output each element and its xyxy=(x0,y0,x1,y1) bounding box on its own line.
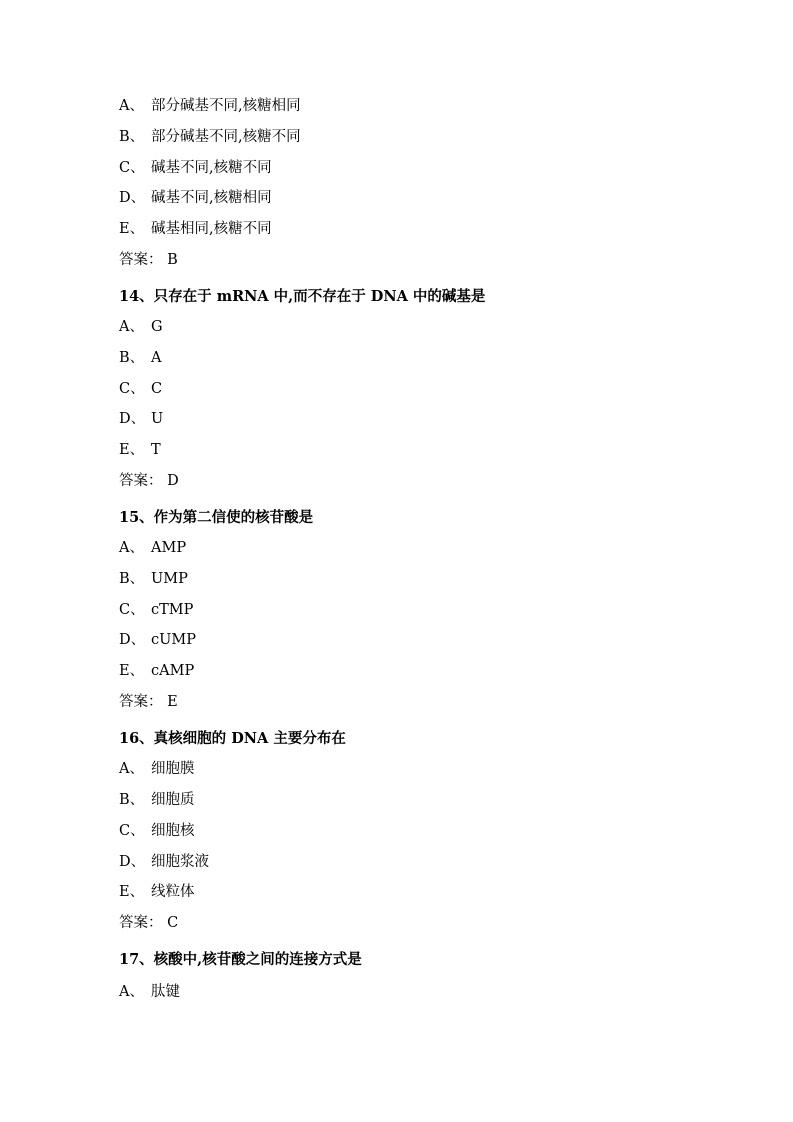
answer-label: 答案： xyxy=(119,694,163,710)
option-text: 部分碱基不同,核糖相同 xyxy=(151,98,301,114)
q15-title: 15、作为第二信使的核苷酸是 xyxy=(119,509,314,526)
option-letter: A、 xyxy=(119,540,144,556)
answer-value: B xyxy=(167,252,178,268)
option-text: 线粒体 xyxy=(151,884,195,900)
q13-option-e xyxy=(119,218,272,240)
option-text: cUMP xyxy=(151,632,196,648)
option-text: C xyxy=(151,381,163,397)
option-letter: E、 xyxy=(119,663,145,679)
answer-label: 答案： xyxy=(119,915,163,931)
option-text: 碱基不同,核糖相同 xyxy=(151,190,272,206)
option-text: 细胞质 xyxy=(151,792,195,808)
option-text: A xyxy=(151,350,162,366)
q15-option-a xyxy=(119,537,186,559)
option-letter: E、 xyxy=(119,221,145,237)
q17-option-a xyxy=(119,981,180,1003)
q16-option-d xyxy=(119,851,209,873)
q16-option-b xyxy=(119,789,195,811)
option-letter: A、 xyxy=(119,319,144,335)
q13-option-a xyxy=(119,95,301,117)
option-text: 碱基不同,核糖不同 xyxy=(151,160,272,176)
option-text: 碱基相同,核糖不同 xyxy=(151,221,272,237)
option-letter: B、 xyxy=(119,571,145,587)
q17-title: 17、核酸中,核苷酸之间的连接方式是 xyxy=(119,951,362,968)
answer-label: 答案： xyxy=(119,473,163,489)
option-text: 肽键 xyxy=(151,984,180,1000)
option-letter: E、 xyxy=(119,884,145,900)
q15-option-c xyxy=(119,599,193,621)
option-text: 细胞膜 xyxy=(151,761,195,777)
option-letter: D、 xyxy=(119,190,146,206)
q15-option-b xyxy=(119,568,188,590)
q16-option-c xyxy=(119,820,195,842)
answer-value: C xyxy=(167,915,179,931)
option-text: cTMP xyxy=(151,602,194,618)
q16-option-e xyxy=(119,881,195,903)
q15-option-d xyxy=(119,629,196,651)
q14-option-a xyxy=(119,316,163,338)
q14-answer xyxy=(119,470,179,492)
q13-option-c xyxy=(119,157,272,179)
q16-option-a xyxy=(119,758,195,780)
q16-answer xyxy=(119,912,178,934)
option-text: AMP xyxy=(151,540,187,556)
option-text: cAMP xyxy=(151,663,195,679)
option-letter: D、 xyxy=(119,854,146,870)
option-letter: B、 xyxy=(119,129,145,145)
option-letter: D、 xyxy=(119,632,146,648)
answer-label: 答案： xyxy=(119,252,163,268)
option-text: U xyxy=(151,411,164,427)
q15-option-e xyxy=(119,660,194,682)
q14-title: 14、只存在于 mRNA 中,而不存在于 DNA 中的碱基是 xyxy=(119,288,486,305)
option-text: G xyxy=(151,319,163,335)
q16-title: 16、真核细胞的 DNA 主要分布在 xyxy=(119,730,346,747)
option-letter: A、 xyxy=(119,984,144,1000)
option-letter: D、 xyxy=(119,411,146,427)
q15-answer xyxy=(119,691,178,713)
option-letter: A、 xyxy=(119,98,144,114)
q13-option-d xyxy=(119,187,272,209)
option-letter: C、 xyxy=(119,602,145,618)
option-letter: E、 xyxy=(119,442,145,458)
q13-answer xyxy=(119,249,178,271)
q14-option-e xyxy=(119,439,161,461)
option-text: 细胞浆液 xyxy=(151,854,209,870)
option-letter: B、 xyxy=(119,350,145,366)
option-letter: C、 xyxy=(119,381,145,397)
option-letter: B、 xyxy=(119,792,145,808)
answer-value: E xyxy=(167,694,178,710)
option-letter: C、 xyxy=(119,160,145,176)
q13-option-b xyxy=(119,126,301,148)
q14-option-d xyxy=(119,408,163,430)
option-letter: C、 xyxy=(119,823,145,839)
option-letter: A、 xyxy=(119,761,144,777)
answer-value: D xyxy=(167,473,179,489)
option-text: UMP xyxy=(151,571,188,587)
option-text: 部分碱基不同,核糖不同 xyxy=(151,129,301,145)
q14-option-b xyxy=(119,347,161,369)
option-text: T xyxy=(151,442,161,458)
q14-option-c xyxy=(119,378,162,400)
option-text: 细胞核 xyxy=(151,823,195,839)
